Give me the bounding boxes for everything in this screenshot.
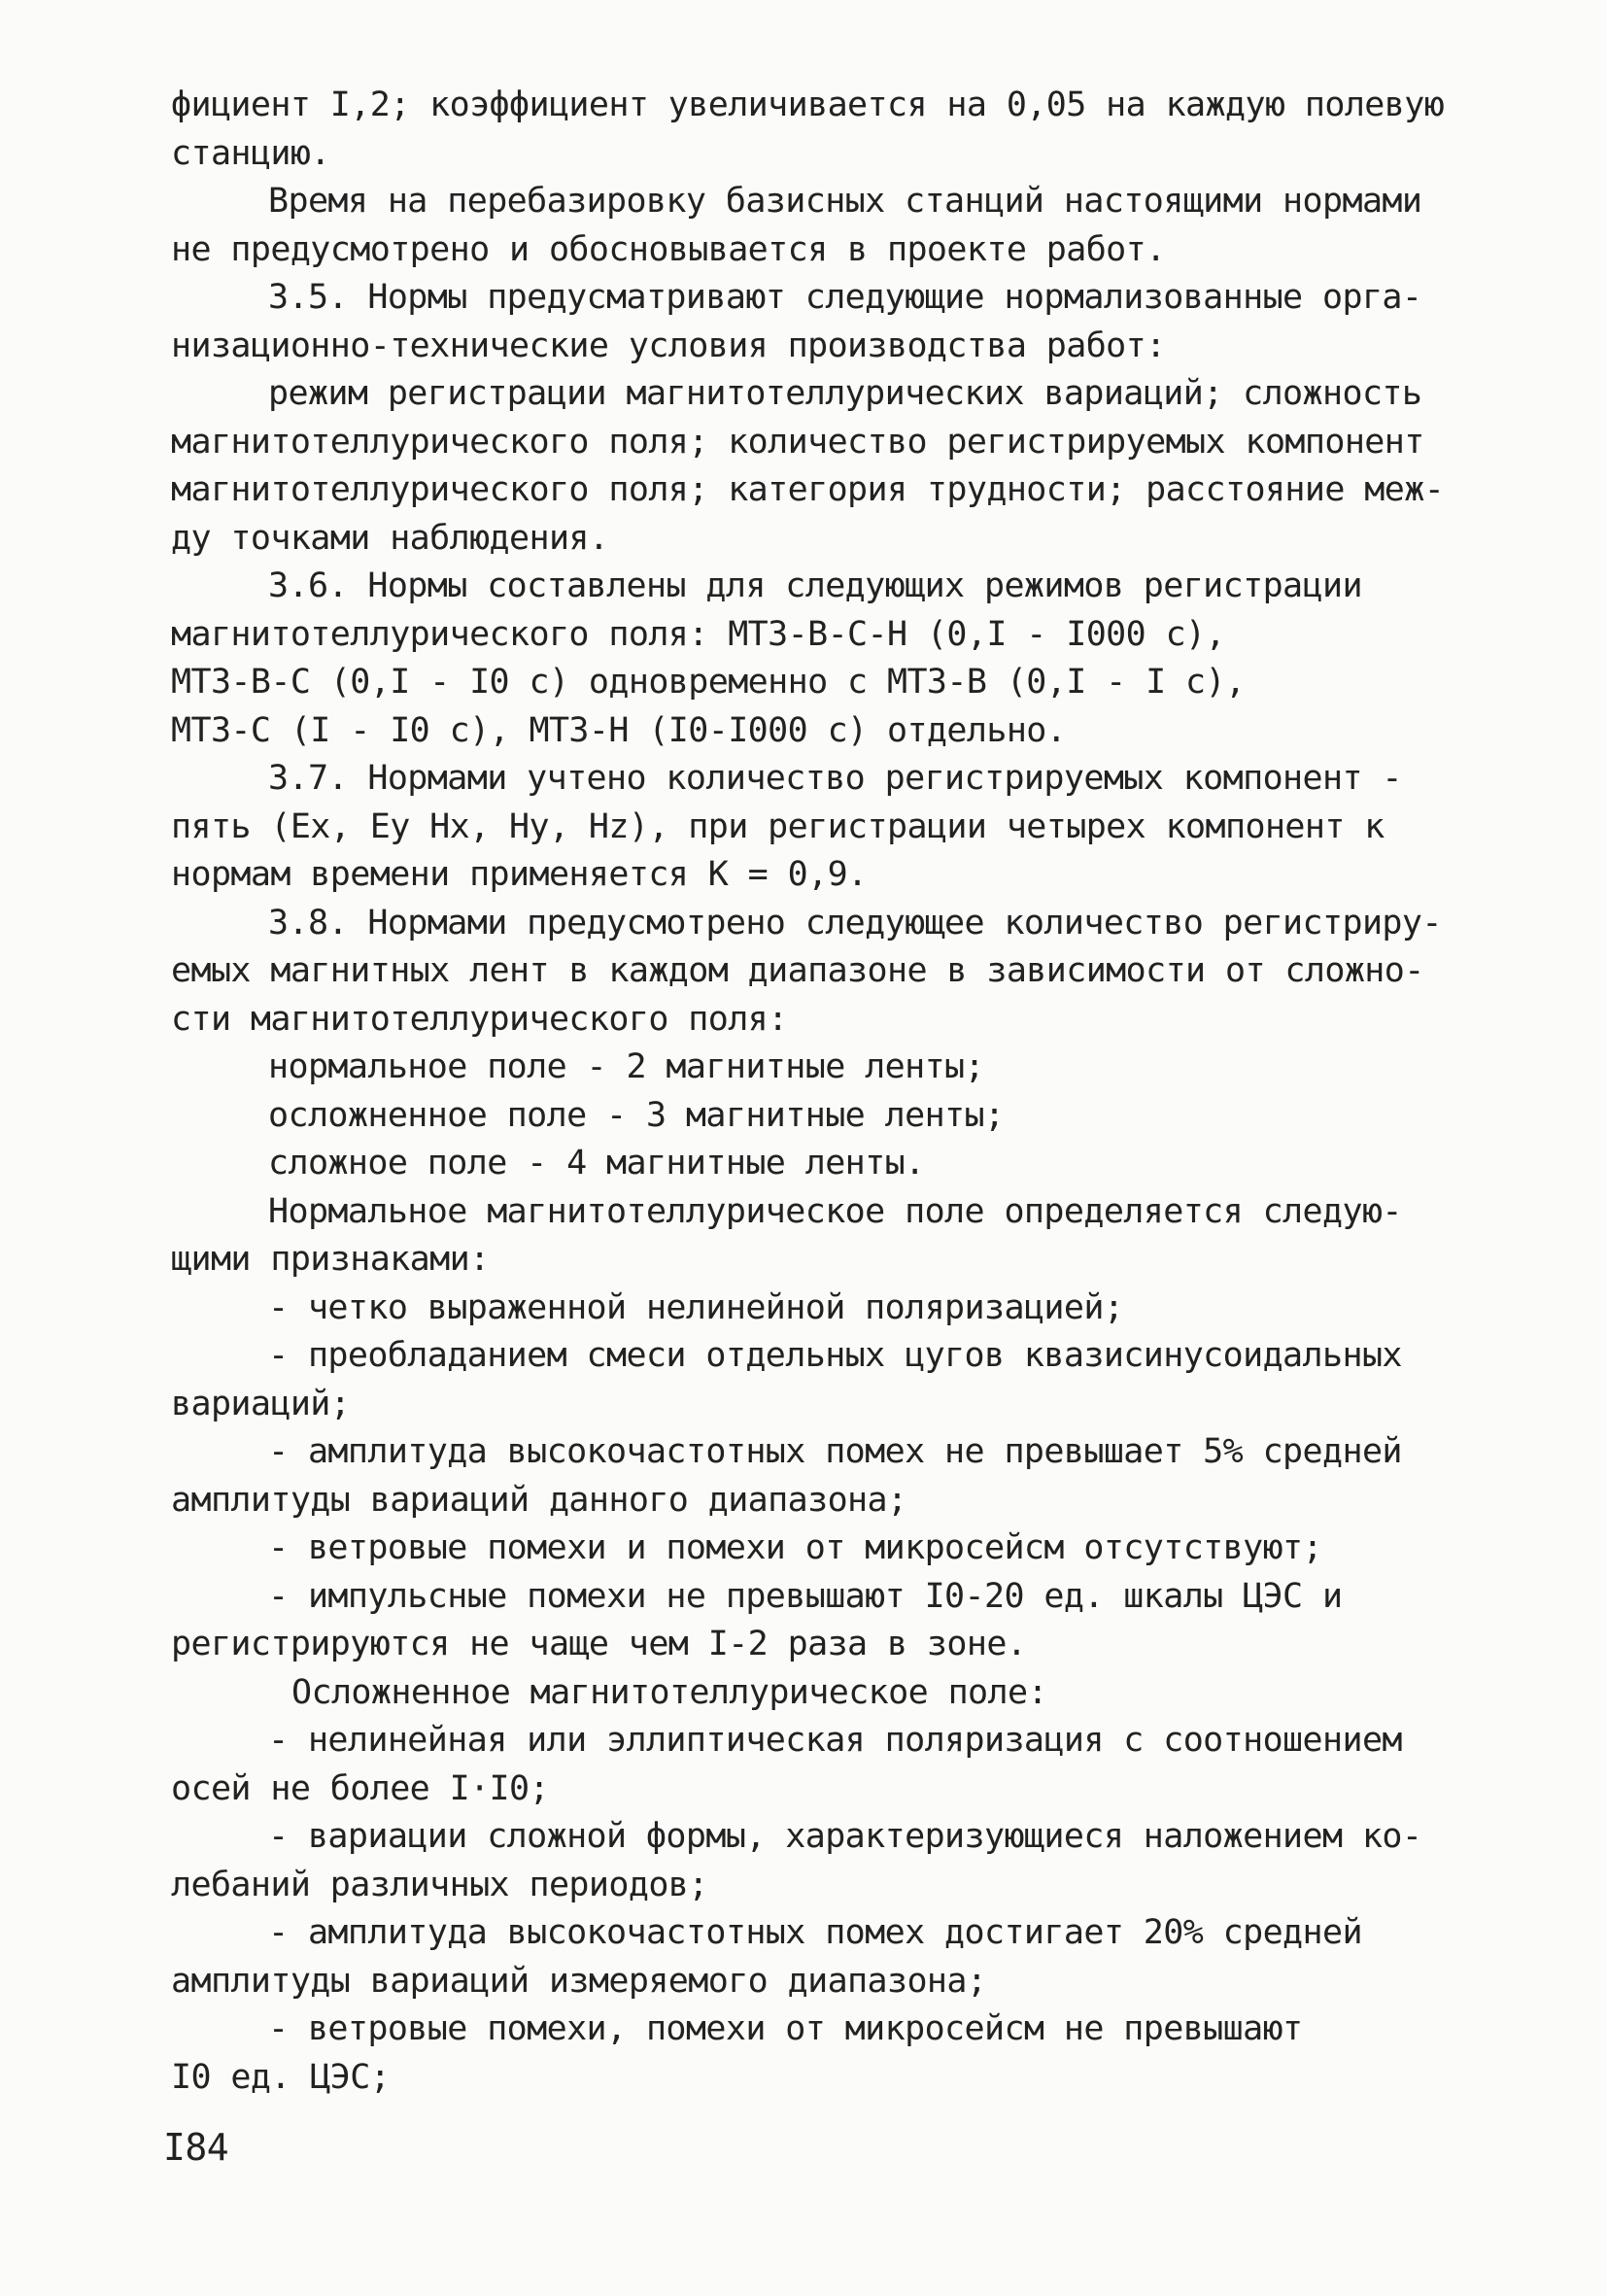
text-line: сложное поле - 4 магнитные ленты. [268, 1144, 925, 1182]
text-line: 3.7. Нормами учтено количество регистрируемых компонент - [268, 759, 1402, 798]
text-line: Осложненное магнитотеллурическое поле: [291, 1672, 1047, 1712]
text-line: регистрируются не чаще чем I-2 раза в зоне. [171, 1625, 1027, 1663]
text-line: щими признаками: [171, 1240, 490, 1279]
text-line: нормам времени применяется К = 0,9. [171, 855, 868, 894]
text-line: магнитотеллурического поля: МТЗ-В-С-Н (0,I - I000 с), [171, 614, 1226, 654]
text-line: Время на перебазировку базисных станций настоящими нормами [268, 182, 1422, 221]
text-line: - вариации сложной формы, характеризующиеся наложением ко- [268, 1817, 1422, 1856]
text-line: магнитотеллурического поля; количество регистрируемых компонент [171, 422, 1424, 462]
text-line: осей не более I·I0; [171, 1768, 549, 1808]
text-line: амплитуды вариаций данного диапазона; [171, 1480, 907, 1520]
text-line: 3.8. Нормами предусмотрено следующее количество регистриру- [268, 903, 1442, 942]
text-line: фициент I,2; коэффициент увеличивается на 0,05 на каждую полевую [171, 86, 1445, 124]
text-line: лебаний различных периодов; [171, 1865, 708, 1904]
text-line: - преобладанием смеси отдельных цугов квазисинусоидальных [268, 1336, 1402, 1375]
text-line: I0 ед. ЦЭС; [171, 2057, 391, 2097]
page-number: I84 [163, 2126, 229, 2169]
text-line: МТЗ-С (I - I0 с), МТЗ-Н (I0-I000 с) отдельно. [171, 710, 1067, 750]
text-line: пять (Ex, Ey Hx, Hy, Hz), при регистрации четырех компонент к [171, 806, 1385, 846]
body-text [171, 82, 1463, 2102]
text-line: - амплитуда высокочастотных помех достигает 20% средней [268, 1913, 1362, 1952]
text-line: магнитотеллурического поля; категория трудности; расстояние меж- [171, 470, 1445, 509]
text-line: - импульсные помехи не превышают I0-20 ед. шкалы ЦЭС и [268, 1576, 1343, 1616]
text-line: МТЗ-В-С (0,I - I0 с) одновременно с МТЗ-В (0,I - I с), [171, 663, 1246, 702]
text-line: 3.6. Нормы составлены для следующих режимов регистрации [268, 566, 1362, 605]
text-line: осложненное поле - 3 магнитные ленты; [268, 1095, 1005, 1135]
text-line: низационно-технические условия производства работ: [171, 326, 1166, 365]
text-line: - нелинейная или эллиптическая поляризация с соотношением [268, 1721, 1402, 1760]
text-line: - ветровые помехи и помехи от микросейсм отсутствуют; [268, 1528, 1323, 1567]
text-line: вариаций; [171, 1384, 351, 1423]
text-line: Нормальное магнитотеллурическое поле определяется следую- [268, 1191, 1402, 1231]
text-line: - четко выраженной нелинейной поляризацией; [268, 1287, 1124, 1327]
text-line: ду точками наблюдения. [171, 518, 609, 558]
text-line: - амплитуда высокочастотных помех не превышает 5% средней [268, 1432, 1402, 1471]
text-line: нормальное поле - 2 магнитные ленты; [268, 1047, 984, 1086]
text-line: режим регистрации магнитотеллурических вариаций; сложность [268, 374, 1422, 413]
text-line: емых магнитных лент в каждом диапазоне в зависимости от сложно- [171, 951, 1424, 990]
text-line: станцию. [171, 133, 330, 173]
text-line: сти магнитотеллурического поля: [171, 999, 788, 1039]
text-line: - ветровые помехи, помехи от микросейсм не превышают [268, 2009, 1303, 2048]
text-line: амплитуды вариаций измеряемого диапазона; [171, 1961, 987, 2001]
text-line: не предусмотрено и обосновывается в проекте работ. [171, 229, 1166, 269]
text-line: 3.5. Нормы предусматривают следующие нормализованные орга- [268, 278, 1422, 317]
